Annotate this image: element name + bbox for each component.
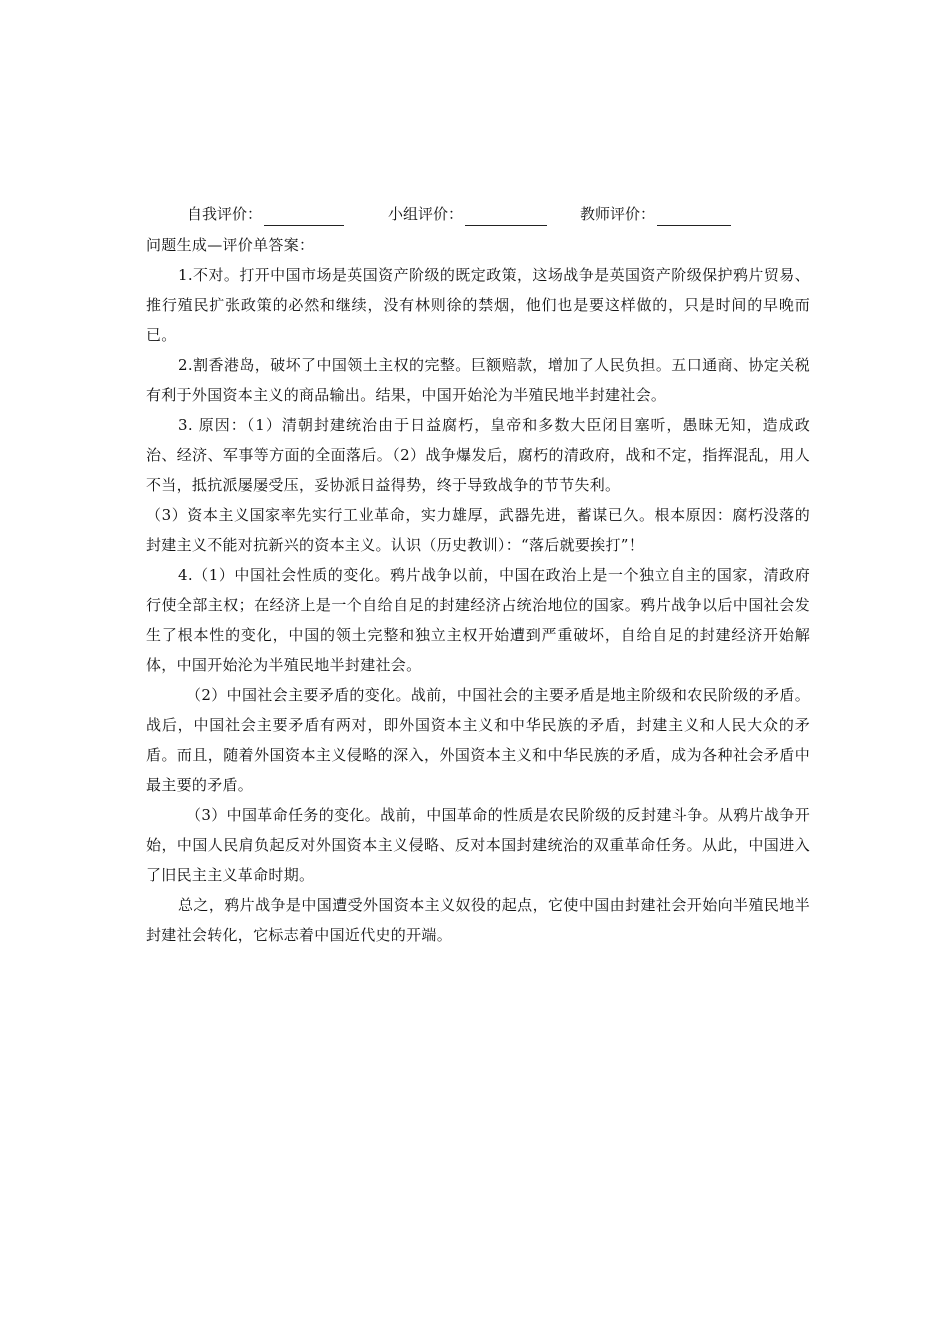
teacher-evaluation [580,202,731,226]
self-evaluation [187,202,344,226]
answer-paragraph-2: 2.割香港岛，破坏了中国领土主权的完整。巨额赔款，增加了人民负担。五口通商、协定关税有利于外国资本主义的商品输出。结果，中国开始沦为半殖民地半封建社会。 [146,356,810,404]
answer-paragraph-4: 4.（1）中国社会性质的变化。鸦片战争以前，中国在政治上是一个独立自主的国家，清政府行使全部主权；在经济上是一个自给自足的封建经济占统治地位的国家。鸦片战争以后中国社会发生了根本性的变化，中国的领土完整和独立主权开始遭到严重破坏，自给自足的封建经济开始解体，中国开始沦为半殖民地半封建社会。 [146,566,810,674]
group-evaluation-label: 小组评价： [388,205,464,223]
answer-content [146,230,810,950]
group-evaluation [388,202,547,226]
answer-paragraph-4-2: （2）中国社会主要矛盾的变化。战前，中国社会的主要矛盾是地主阶级和农民阶级的矛盾。战后，中国社会主要矛盾有两对，即外国资本主义和中华民族的矛盾，封建主义和人民大众的矛盾。而且，随着外国资本主义侵略的深入，外国资本主义和中华民族的矛盾，成为各种社会矛盾中最主要的矛盾。 [146,686,810,794]
evaluation-row [187,202,787,226]
answer-paragraph-3: 3. 原因：（1）清朝封建统治由于日益腐朽，皇帝和多数大臣闭目塞听，愚昧无知，造成政治、经济、军事等方面的全面落后。（2）战争爆发后，腐朽的清政府，战和不定，指挥混乱，用人不当，抵抗派屡屡受压，妥协派日益得势，终于导致战争的节节失利。 [146,416,810,494]
answer-conclusion: 总之，鸦片战争是中国遭受外国资本主义奴役的起点，它使中国由封建社会开始向半殖民地半封建社会转化，它标志着中国近代史的开端。 [146,896,810,944]
answer-paragraph-3-cont: （3）资本主义国家率先实行工业革命，实力雄厚，武器先进，蓄谋已久。根本原因：腐朽没落的封建主义不能对抗新兴的资本主义。认识（历史教训）：“落后就要挨打”！ [146,506,810,554]
group-evaluation-blank[interactable] [465,207,547,226]
self-evaluation-label: 自我评价： [187,205,263,223]
self-evaluation-blank[interactable] [264,207,344,226]
teacher-evaluation-blank[interactable] [657,207,731,226]
answer-paragraph-1: 1.不对。打开中国市场是英国资产阶级的既定政策，这场战争是英国资产阶级保护鸦片贸易、推行殖民扩张政策的必然和继续，没有林则徐的禁烟，他们也是要这样做的，只是时间的早晚而已。 [146,266,810,344]
answer-heading: 问题生成—评价单答案： [146,236,315,254]
answer-paragraph-4-3: （3）中国革命任务的变化。战前，中国革命的性质是农民阶级的反封建斗争。从鸦片战争开始，中国人民肩负起反对外国资本主义侵略、反对本国封建统治的双重革命任务。从此，中国进入了旧民主主义革命时期。 [146,806,810,884]
teacher-evaluation-label: 教师评价： [580,205,656,223]
